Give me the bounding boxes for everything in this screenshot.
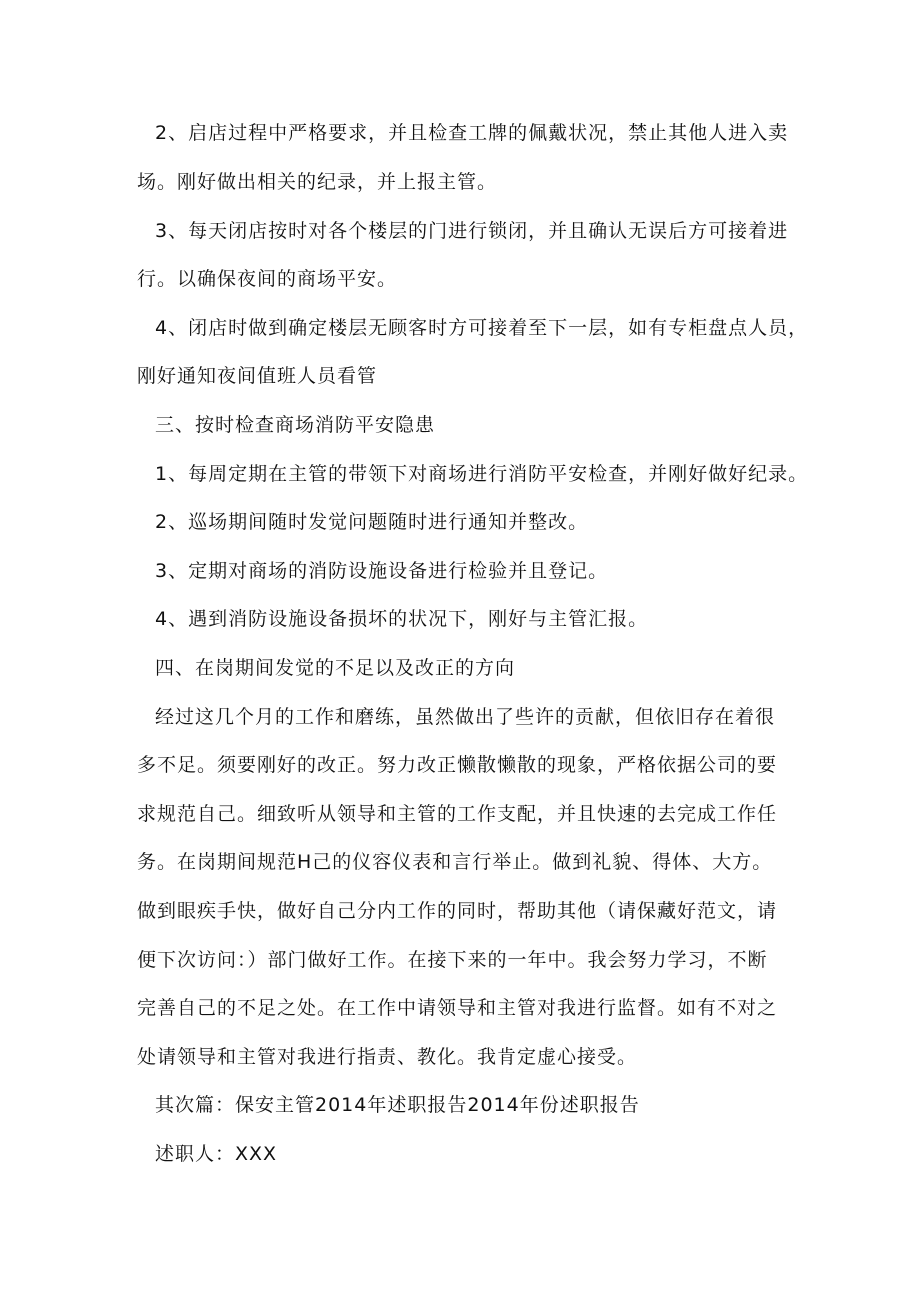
paragraph-line: 3、定期对商场的消防设施设备进行检验并且登记。 — [155, 560, 609, 582]
paragraph-line: 2、启店过程中严格要求，并且检查工牌的佩戴状况，禁止其他人进入卖 — [155, 122, 789, 144]
section-heading: 三、按时检查商场消防平安隐患 — [155, 414, 436, 436]
paragraph-line: 3、每天闭店按时对各个楼层的门进行锁闭，并且确认无误后方可接着进 — [155, 220, 789, 242]
section-heading: 四、在岗期间发觉的不足以及改正的方向 — [155, 657, 516, 679]
paragraph-line: 1、每周定期在主管的带领下对商场进行消防平安检查，并刚好做好纪录。 — [155, 463, 809, 485]
paragraph-line: 务。在岗期间规范H己的仪容仪表和言行举止。做到礼貌、得体、大方。 — [137, 851, 773, 873]
paragraph-line: 做到眼疾手快，做好自己分内工作的同时，帮助其他（请保藏好范文，请 — [137, 900, 778, 922]
paragraph-line: 刚好通知夜间值班人员看管 — [137, 365, 378, 387]
section-heading: 其次篇：保安主管2014年述职报告2014年份述职报告 — [155, 1094, 640, 1116]
paragraph-line: 场。刚好做出相关的纪录，并上报主管。 — [137, 171, 498, 193]
paragraph-line: 4、闭店时做到确定楼层无顾客时方可接着至下一层，如有专柜盘点人员， — [155, 317, 809, 339]
paragraph-line: 多不足。须要刚好的改正。努力改正懒散懒散的现象，严格依据公司的要 — [137, 754, 778, 776]
paragraph-line: 处请领导和主管对我进行指责、教化。我肯定虚心接受。 — [137, 1046, 638, 1068]
paragraph-line: 求规范自己。细致听从领导和主管的工作支配，并且快速的去完成工作任 — [137, 803, 778, 825]
paragraph-line: 便下次访问：）部门做好工作。在接下来的一年中。我会努力学习，不断 — [137, 949, 768, 971]
paragraph-line: 完善自己的不足之处。在工作中请领导和主管对我进行监督。如有不对之 — [137, 997, 778, 1019]
reporter-line: 述职人：XXX — [155, 1143, 278, 1165]
paragraph-line: 2、巡场期间随时发觉问题随时进行通知并整改。 — [155, 511, 589, 533]
paragraph-line: 行。以确保夜间的商场平安。 — [137, 268, 398, 290]
paragraph-line: 4、遇到消防设施设备损坏的状况下，刚好与主管汇报。 — [155, 608, 649, 630]
paragraph-line: 经过这几个月的工作和磨练，虽然做出了些许的贡献，但依旧存在着很 — [155, 706, 776, 728]
